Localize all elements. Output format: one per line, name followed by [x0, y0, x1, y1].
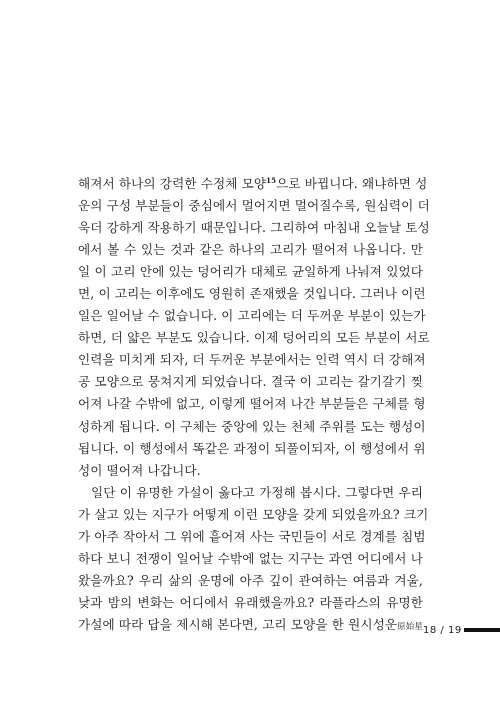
text-line: 일 이 고리 안에 있는 덩어리가 대체로 균일하게 나눠져 있었다 [78, 264, 423, 280]
text-line: 인력을 미치게 되자, 더 두꺼운 부분에서는 인력 역시 더 강해져 [78, 352, 426, 368]
text-line: 왔을까요? 우리 삶의 운명에 아주 깊이 관여하는 여름과 겨울, [78, 572, 423, 588]
text-line [78, 614, 423, 636]
text-line: 됩니다. 이 행성에서 똑같은 과정이 되풀이되자, 이 행성에서 위 [78, 440, 426, 456]
text-line: 가 아주 작아서 그 위에 흩어져 사는 국민들이 서로 경계를 침범 [78, 528, 426, 544]
page-indicator: 18 / 19 [423, 625, 462, 636]
text-line: 공 모양으로 뭉쳐지게 되었습니다. 결국 이 고리는 갈기갈기 찢 [78, 374, 423, 390]
text-line: 일단 이 유명한 가설이 옳다고 가정해 봅시다. 그렇다면 우리 [91, 484, 423, 500]
text-line: 낮과 밤의 변화는 어디에서 유래했을까요? 라플라스의 유명한 [78, 594, 423, 610]
text-segment: 가설에 따라 답을 제시해 본다면, 고리 모양을 한 원시성운 [78, 616, 398, 632]
text-segment: 해져서 하나의 강력한 수정체 모양 [78, 176, 267, 191]
text-line [78, 173, 428, 195]
text-line: 가 살고 있는 지구가 어떻게 이런 모양을 갖게 되었을까요? 크기 [78, 506, 429, 522]
text-line: 운의 구성 부분들이 중심에서 멀어지면 멀어질수록, 원심력이 더 [78, 198, 430, 214]
text-segment: 으로 바뀝니다. 왜냐하면 성 [276, 176, 428, 191]
footnote-marker[interactable]: 15 [266, 175, 277, 185]
text-line: 어져 나갈 수밖에 없고, 이렇게 떨어져 나간 부분들은 구체를 형 [78, 396, 426, 412]
text-line: 하다 보니 전쟁이 일어날 수밖에 없는 지구는 과연 어디에서 나 [78, 550, 423, 566]
text-line: 성이 떨어져 나갑니다. [78, 462, 201, 478]
text-line: 일은 일어날 수 없습니다. 이 고리에는 더 두꺼운 부분이 있는가 [78, 308, 426, 324]
text-line: 면, 이 고리는 이후에도 영원히 존재했을 것입니다. 그러나 이런 [78, 286, 426, 302]
body-text [78, 173, 430, 636]
text-line: 욱더 강하게 작용하기 때문입니다. 그리하여 마침내 오늘날 토성 [78, 220, 430, 236]
text-line: 하면, 더 얇은 부분도 있습니다. 이제 덩어리의 모든 부분이 서로 [78, 330, 430, 346]
hanja-annotation: 原始星 [397, 621, 423, 632]
text-line: 성하게 됩니다. 이 구체는 중앙에 있는 천체 주위를 도는 행성이 [78, 418, 426, 434]
text-line: 에서 볼 수 있는 것과 같은 하나의 고리가 떨어져 나옵니다. 만 [78, 242, 423, 258]
page-progress-bar[interactable] [464, 628, 500, 632]
